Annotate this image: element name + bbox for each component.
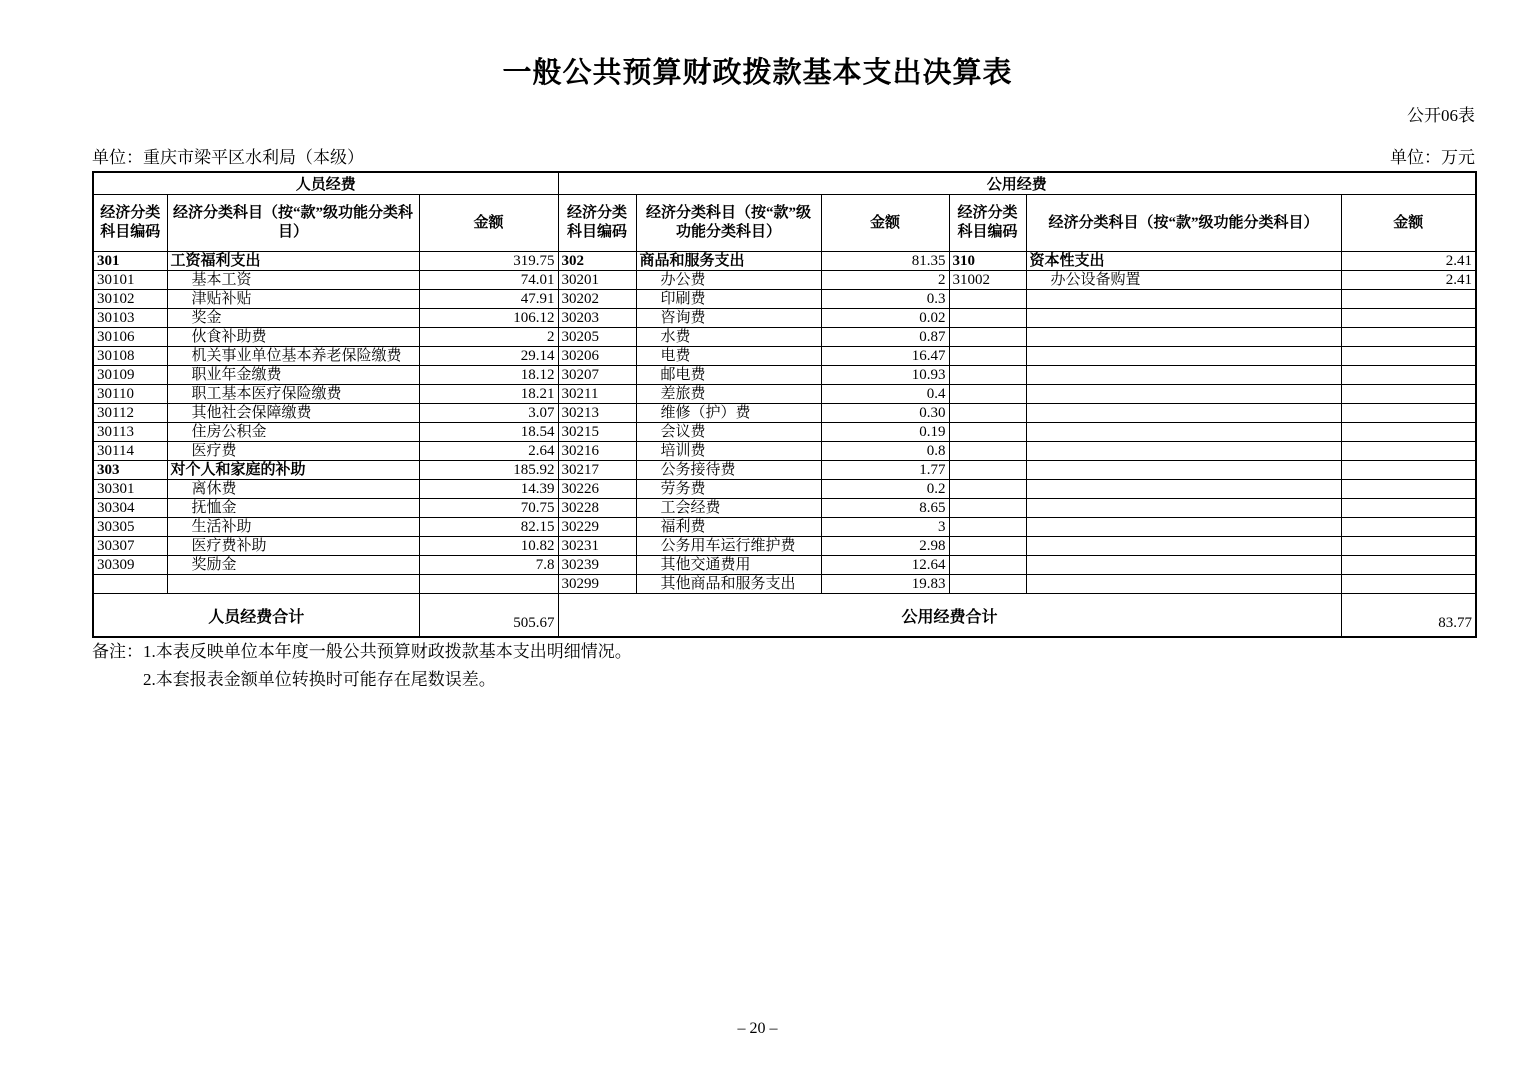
table-code-label: 公开06表 <box>1407 106 1475 125</box>
amount-cell: 0.87 <box>821 328 949 347</box>
code-cell: 30304 <box>93 499 167 518</box>
code-cell: 302 <box>558 252 636 271</box>
column-header-subject-2: 经济分类科目（按“款”级功能分类科目） <box>636 195 821 252</box>
code-cell: 30101 <box>93 271 167 290</box>
code-cell: 30207 <box>558 366 636 385</box>
amount-cell <box>1341 461 1476 480</box>
code-cell: 30299 <box>558 575 636 594</box>
amount-cell: 2.41 <box>1341 252 1476 271</box>
amount-cell: 29.14 <box>419 347 558 366</box>
subject-cell: 福利费 <box>636 518 821 537</box>
code-cell: 30215 <box>558 423 636 442</box>
subject-cell: 机关事业单位基本养老保险缴费 <box>167 347 419 366</box>
subject-cell: 公务接待费 <box>636 461 821 480</box>
table-body <box>93 252 1476 594</box>
subject-cell: 维修（护）费 <box>636 404 821 423</box>
column-header-code-1: 经济分类科目编码 <box>93 195 167 252</box>
code-cell: 30109 <box>93 366 167 385</box>
amount-cell: 0.02 <box>821 309 949 328</box>
subject-cell: 住房公积金 <box>167 423 419 442</box>
public-total-amount: 83.77 <box>1341 594 1476 638</box>
amount-cell <box>419 575 558 594</box>
column-header-subject-1: 经济分类科目（按“款”级功能分类科目） <box>167 195 419 252</box>
table-row <box>93 480 1476 499</box>
amount-cell: 7.8 <box>419 556 558 575</box>
code-cell <box>949 385 1026 404</box>
subject-cell <box>1026 480 1341 499</box>
code-cell <box>949 480 1026 499</box>
table-row <box>93 385 1476 404</box>
table-row <box>93 252 1476 271</box>
org-label: 单位：重庆市梁平区水利局（本级） <box>92 148 364 167</box>
subject-cell <box>1026 290 1341 309</box>
public-total-label: 公用经费合计 <box>558 594 1341 638</box>
subject-cell <box>1026 404 1341 423</box>
column-header-code-3: 经济分类科目编码 <box>949 195 1026 252</box>
subject-cell <box>1026 328 1341 347</box>
code-cell: 30106 <box>93 328 167 347</box>
subject-cell: 咨询费 <box>636 309 821 328</box>
subject-cell <box>1026 423 1341 442</box>
amount-cell <box>1341 556 1476 575</box>
table-row <box>93 575 1476 594</box>
subject-cell: 办公费 <box>636 271 821 290</box>
amount-cell: 70.75 <box>419 499 558 518</box>
subject-cell: 对个人和家庭的补助 <box>167 461 419 480</box>
code-cell <box>949 366 1026 385</box>
subject-cell: 津贴补贴 <box>167 290 419 309</box>
amount-cell: 14.39 <box>419 480 558 499</box>
subject-cell: 奖励金 <box>167 556 419 575</box>
table-row <box>93 518 1476 537</box>
personnel-total-amount: 505.67 <box>419 594 558 638</box>
table-row <box>93 271 1476 290</box>
subject-cell: 工资福利支出 <box>167 252 419 271</box>
code-cell: 30231 <box>558 537 636 556</box>
subject-cell: 生活补助 <box>167 518 419 537</box>
amount-cell: 0.19 <box>821 423 949 442</box>
code-cell <box>949 404 1026 423</box>
column-header-row <box>93 195 1476 252</box>
amount-cell: 18.12 <box>419 366 558 385</box>
code-cell: 30305 <box>93 518 167 537</box>
code-cell: 303 <box>93 461 167 480</box>
amount-cell <box>1341 404 1476 423</box>
subject-cell: 奖金 <box>167 309 419 328</box>
code-cell: 30206 <box>558 347 636 366</box>
amount-cell: 2.98 <box>821 537 949 556</box>
amount-cell <box>1341 290 1476 309</box>
subject-cell: 职工基本医疗保险缴费 <box>167 385 419 404</box>
code-cell: 30202 <box>558 290 636 309</box>
expenditure-table <box>92 171 1477 638</box>
code-cell <box>949 290 1026 309</box>
amount-cell <box>1341 518 1476 537</box>
code-cell <box>949 461 1026 480</box>
code-cell: 301 <box>93 252 167 271</box>
amount-cell: 2.64 <box>419 442 558 461</box>
amount-cell <box>1341 575 1476 594</box>
code-cell: 30110 <box>93 385 167 404</box>
unit-label: 单位：万元 <box>1390 148 1475 167</box>
table-row <box>93 404 1476 423</box>
note-item-2: 2.本套报表金额单位转换时可能存在尾数误差。 <box>143 670 496 689</box>
table-row <box>93 537 1476 556</box>
code-cell: 30108 <box>93 347 167 366</box>
subject-cell: 印刷费 <box>636 290 821 309</box>
subject-cell: 差旅费 <box>636 385 821 404</box>
subject-cell <box>167 575 419 594</box>
amount-cell: 81.35 <box>821 252 949 271</box>
column-header-amount-1: 金额 <box>419 195 558 252</box>
subject-cell <box>1026 518 1341 537</box>
amount-cell: 18.21 <box>419 385 558 404</box>
subject-cell: 会议费 <box>636 423 821 442</box>
code-cell: 30301 <box>93 480 167 499</box>
amount-cell: 106.12 <box>419 309 558 328</box>
code-cell: 30309 <box>93 556 167 575</box>
subject-cell <box>1026 575 1341 594</box>
code-cell: 30217 <box>558 461 636 480</box>
page-title: 一般公共预算财政拨款基本支出决算表 <box>502 57 1013 89</box>
subject-cell: 水费 <box>636 328 821 347</box>
subject-cell: 其他交通费用 <box>636 556 821 575</box>
table-row <box>93 442 1476 461</box>
amount-cell <box>1341 537 1476 556</box>
subject-cell: 资本性支出 <box>1026 252 1341 271</box>
code-cell: 30307 <box>93 537 167 556</box>
subject-cell <box>1026 556 1341 575</box>
subject-cell <box>1026 537 1341 556</box>
column-header-subject-3: 经济分类科目（按“款”级功能分类科目） <box>1026 195 1341 252</box>
code-cell <box>949 499 1026 518</box>
code-cell: 30228 <box>558 499 636 518</box>
amount-cell <box>1341 480 1476 499</box>
notes-label: 备注： <box>92 642 143 661</box>
amount-cell: 0.2 <box>821 480 949 499</box>
totals-row <box>93 594 1476 638</box>
subject-cell: 工会经费 <box>636 499 821 518</box>
amount-cell <box>1341 499 1476 518</box>
amount-cell: 0.4 <box>821 385 949 404</box>
column-header-amount-2: 金额 <box>821 195 949 252</box>
code-cell: 31002 <box>949 271 1026 290</box>
subject-cell <box>1026 461 1341 480</box>
code-cell <box>949 347 1026 366</box>
code-cell: 30213 <box>558 404 636 423</box>
subject-cell: 医疗费补助 <box>167 537 419 556</box>
amount-cell: 2 <box>419 328 558 347</box>
amount-cell: 3 <box>821 518 949 537</box>
subject-cell: 抚恤金 <box>167 499 419 518</box>
code-cell: 30112 <box>93 404 167 423</box>
column-header-code-2: 经济分类科目编码 <box>558 195 636 252</box>
column-header-amount-3: 金额 <box>1341 195 1476 252</box>
subject-cell: 伙食补助费 <box>167 328 419 347</box>
subject-cell: 培训费 <box>636 442 821 461</box>
code-cell: 30114 <box>93 442 167 461</box>
subject-cell <box>1026 385 1341 404</box>
amount-cell: 82.15 <box>419 518 558 537</box>
code-cell: 30229 <box>558 518 636 537</box>
amount-cell: 12.64 <box>821 556 949 575</box>
amount-cell: 47.91 <box>419 290 558 309</box>
subject-cell: 医疗费 <box>167 442 419 461</box>
subject-cell <box>1026 309 1341 328</box>
amount-cell: 10.93 <box>821 366 949 385</box>
subject-cell <box>1026 442 1341 461</box>
code-cell <box>949 556 1026 575</box>
code-cell: 30211 <box>558 385 636 404</box>
code-cell <box>949 537 1026 556</box>
code-cell: 310 <box>949 252 1026 271</box>
subject-cell: 职业年金缴费 <box>167 366 419 385</box>
amount-cell: 2.41 <box>1341 271 1476 290</box>
amount-cell <box>1341 423 1476 442</box>
subject-cell <box>1026 499 1341 518</box>
code-cell <box>949 575 1026 594</box>
notes-block <box>92 638 632 694</box>
subject-cell: 办公设备购置 <box>1026 271 1341 290</box>
amount-cell: 3.07 <box>419 404 558 423</box>
personnel-total-label: 人员经费合计 <box>93 594 419 638</box>
amount-cell <box>1341 366 1476 385</box>
amount-cell <box>1341 309 1476 328</box>
table-row <box>93 328 1476 347</box>
group-header-personnel: 人员经费 <box>93 172 558 195</box>
table-row <box>93 556 1476 575</box>
subject-cell <box>1026 366 1341 385</box>
amount-cell: 319.75 <box>419 252 558 271</box>
subject-cell: 劳务费 <box>636 480 821 499</box>
table-row <box>93 499 1476 518</box>
amount-cell: 18.54 <box>419 423 558 442</box>
table-row <box>93 290 1476 309</box>
table-row <box>93 461 1476 480</box>
code-cell: 30102 <box>93 290 167 309</box>
subject-cell: 离休费 <box>167 480 419 499</box>
page-number: – 20 – <box>737 1020 778 1037</box>
subject-cell: 电费 <box>636 347 821 366</box>
code-cell: 30239 <box>558 556 636 575</box>
code-cell <box>949 309 1026 328</box>
code-cell: 30201 <box>558 271 636 290</box>
code-cell: 30216 <box>558 442 636 461</box>
table-row <box>93 423 1476 442</box>
code-cell <box>93 575 167 594</box>
amount-cell: 0.3 <box>821 290 949 309</box>
code-cell <box>949 518 1026 537</box>
code-cell: 30226 <box>558 480 636 499</box>
amount-cell: 16.47 <box>821 347 949 366</box>
code-cell: 30103 <box>93 309 167 328</box>
code-cell <box>949 442 1026 461</box>
amount-cell <box>1341 347 1476 366</box>
code-cell <box>949 328 1026 347</box>
meta-row <box>92 143 1475 168</box>
subject-cell: 公务用车运行维护费 <box>636 537 821 556</box>
subject-cell <box>1026 347 1341 366</box>
amount-cell: 19.83 <box>821 575 949 594</box>
subject-cell: 基本工资 <box>167 271 419 290</box>
code-cell <box>949 423 1026 442</box>
amount-cell: 0.8 <box>821 442 949 461</box>
amount-cell: 8.65 <box>821 499 949 518</box>
amount-cell <box>1341 328 1476 347</box>
subject-cell: 商品和服务支出 <box>636 252 821 271</box>
amount-cell: 1.77 <box>821 461 949 480</box>
code-cell: 30203 <box>558 309 636 328</box>
amount-cell <box>1341 385 1476 404</box>
table-row <box>93 347 1476 366</box>
subject-cell: 其他商品和服务支出 <box>636 575 821 594</box>
table-row <box>93 366 1476 385</box>
amount-cell <box>1341 442 1476 461</box>
amount-cell: 0.30 <box>821 404 949 423</box>
subject-cell: 其他社会保障缴费 <box>167 404 419 423</box>
table-row <box>93 309 1476 328</box>
amount-cell: 185.92 <box>419 461 558 480</box>
subject-cell: 邮电费 <box>636 366 821 385</box>
group-header-row <box>93 172 1476 195</box>
amount-cell: 2 <box>821 271 949 290</box>
code-cell: 30113 <box>93 423 167 442</box>
note-item-1: 1.本表反映单位本年度一般公共预算财政拨款基本支出明细情况。 <box>143 642 632 661</box>
code-cell: 30205 <box>558 328 636 347</box>
group-header-public: 公用经费 <box>558 172 1476 195</box>
amount-cell: 74.01 <box>419 271 558 290</box>
amount-cell: 10.82 <box>419 537 558 556</box>
